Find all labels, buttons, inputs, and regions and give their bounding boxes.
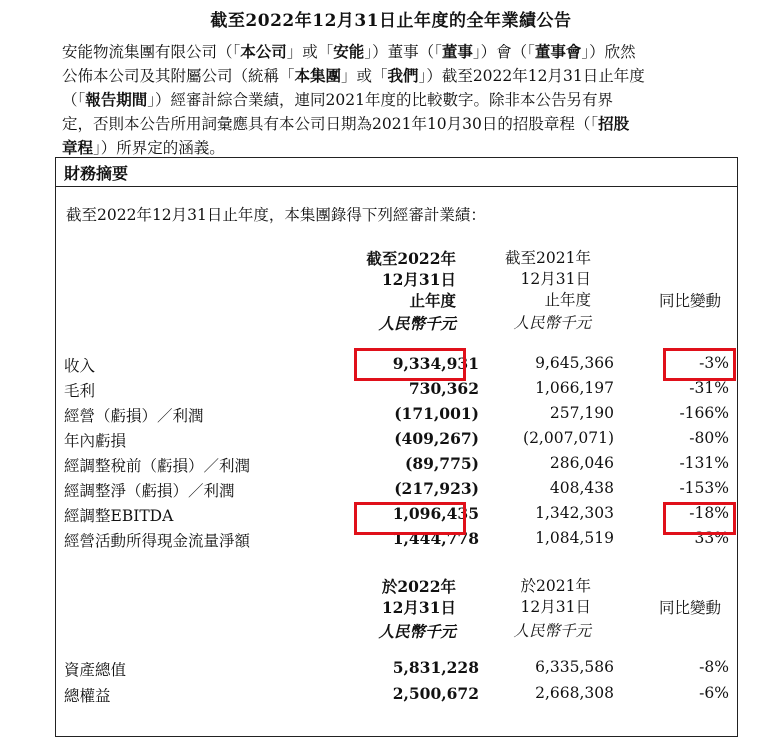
header1-prior-line3: 止年度 [544,291,591,309]
table-row [64,454,729,478]
header1-current-unit: 人民幣千元 [378,314,456,333]
intro-text: 定，否則本公告所用詞彙應具有本公司日期為2021年10月30日的招股章程（「 [62,115,599,133]
highlight-ebitda-current [354,502,466,535]
summary-lead-text: 截至2022年12月31日止年度，本集團錄得下列經審計業績： [66,206,486,224]
row-current-value: 2,500,672 [392,684,479,703]
intro-text: 公佈本公司及其附屬公司（統稱「 [62,67,295,85]
intro-line [62,40,742,64]
row-prior-value: 9,645,366 [535,354,614,372]
row-label: 毛利 [64,382,96,400]
header1-prior-unit: 人民幣千元 [513,314,591,332]
header1-prior-period [461,248,591,334]
row-prior-value: 408,438 [549,479,614,497]
header2-current-line2: 12月31日 [381,598,456,617]
defined-term: 本公司 [240,42,287,61]
defined-term: 報告期間 [85,90,148,109]
row-current-value: (217,923) [394,479,479,498]
row-label: 經調整稅前（虧損）／利潤 [64,457,251,475]
row-prior-value: 2,668,308 [535,684,614,702]
row-label: 收入 [64,357,96,375]
header2-current-line1: 於2022年 [381,577,456,596]
intro-text: 」）欣然 [581,43,636,61]
defined-term: 安能 [333,42,365,61]
row-label: 經營活動所得現金流量淨額 [64,532,251,550]
row-current-value: (409,267) [394,429,479,448]
header1-current-line2: 12月31日 [381,270,456,289]
highlight-revenue-change [663,348,736,381]
row-prior-value: (2,007,071) [523,429,614,447]
intro-paragraph [62,40,742,160]
defined-term: 董事 [441,42,473,61]
header2-prior-line2: 12月31日 [520,598,591,616]
page-title: 截至2022年12月31日止年度的全年業績公告 [210,11,572,31]
highlight-ebitda-change [663,502,736,535]
row-prior-value: 1,084,519 [535,529,614,547]
row-current-value: 1,096,435 [392,504,479,523]
row-current-value: 9,334,931 [392,354,479,373]
row-label: 經調整EBITDA [64,507,174,525]
table-row [64,658,729,682]
defined-term: 我們 [387,66,419,85]
defined-term: 董事會 [534,42,582,61]
highlight-revenue-current [354,348,466,381]
intro-line [62,112,742,136]
header2-prior-unit: 人民幣千元 [513,622,591,640]
header2-current-date [326,576,456,642]
intro-text: 」）截至2022年12月31日止年度 [418,67,645,85]
intro-text: 」）會（「 [472,43,535,61]
row-change-value: -18% [689,504,729,522]
header2-change-label: 同比變動 [658,599,721,617]
intro-text: 」或「 [341,67,388,85]
table-row [64,379,729,403]
header1-prior-line1: 截至2021年 [505,249,591,267]
header1-current-period [326,248,456,334]
defined-term: 章程 [62,138,94,157]
table-row [64,429,729,453]
row-change-value: -31% [689,379,729,397]
header2-prior-date [461,576,591,642]
table-row [64,479,729,503]
row-current-value: (89,775) [405,454,479,473]
row-prior-value: 257,190 [549,404,614,422]
row-change-value: -8% [699,658,729,676]
row-change-value: -6% [699,684,729,702]
row-label: 經調整淨（虧損）／利潤 [64,482,235,500]
financial-summary-box [55,157,738,737]
intro-line [62,64,742,88]
row-label: 資產總值 [64,661,127,679]
row-change-value: 33% [694,529,729,547]
intro-line [62,88,742,112]
header1-current-line1: 截至2022年 [366,249,456,268]
row-change-value: -166% [679,404,729,422]
header1-current-line3: 止年度 [409,291,456,310]
financial-summary-header [56,158,737,187]
row-prior-value: 6,335,586 [535,658,614,676]
intro-text: 」）董事（「 [364,43,442,61]
row-prior-value: 1,066,197 [535,379,614,397]
row-change-value: -153% [679,479,729,497]
row-label: 年內虧損 [64,432,127,450]
row-current-value: 1,444,778 [392,529,479,548]
row-change-value: -80% [689,429,729,447]
row-change-value: -3% [699,354,729,372]
row-current-value: 5,831,228 [392,658,479,677]
header2-prior-line1: 於2021年 [520,577,591,595]
defined-term: 招股 [598,114,630,133]
intro-text: 」或「 [286,43,334,61]
row-prior-value: 1,342,303 [535,504,614,522]
intro-text: 」）所界定的涵義。 [93,139,225,157]
intro-text: （「 [62,91,86,109]
table-row [64,404,729,428]
intro-text: 安能物流集團有限公司（「 [62,43,241,61]
row-current-value: 730,362 [408,379,479,398]
row-label: 經營（虧損）／利潤 [64,407,204,425]
header1-prior-line2: 12月31日 [520,270,591,288]
row-prior-value: 286,046 [549,454,614,472]
table-row [64,684,729,708]
intro-text: 」）經審計綜合業績，連同2021年度的比較數字。除非本公告另有界 [147,91,613,109]
header2-current-unit: 人民幣千元 [378,622,456,641]
header1-change-label: 同比變動 [658,292,721,310]
row-label: 總權益 [64,687,111,705]
financial-summary-heading: 財務摘要 [64,164,129,183]
row-change-value: -131% [679,454,729,472]
row-current-value: (171,001) [394,404,479,423]
defined-term: 本集團 [294,66,342,85]
